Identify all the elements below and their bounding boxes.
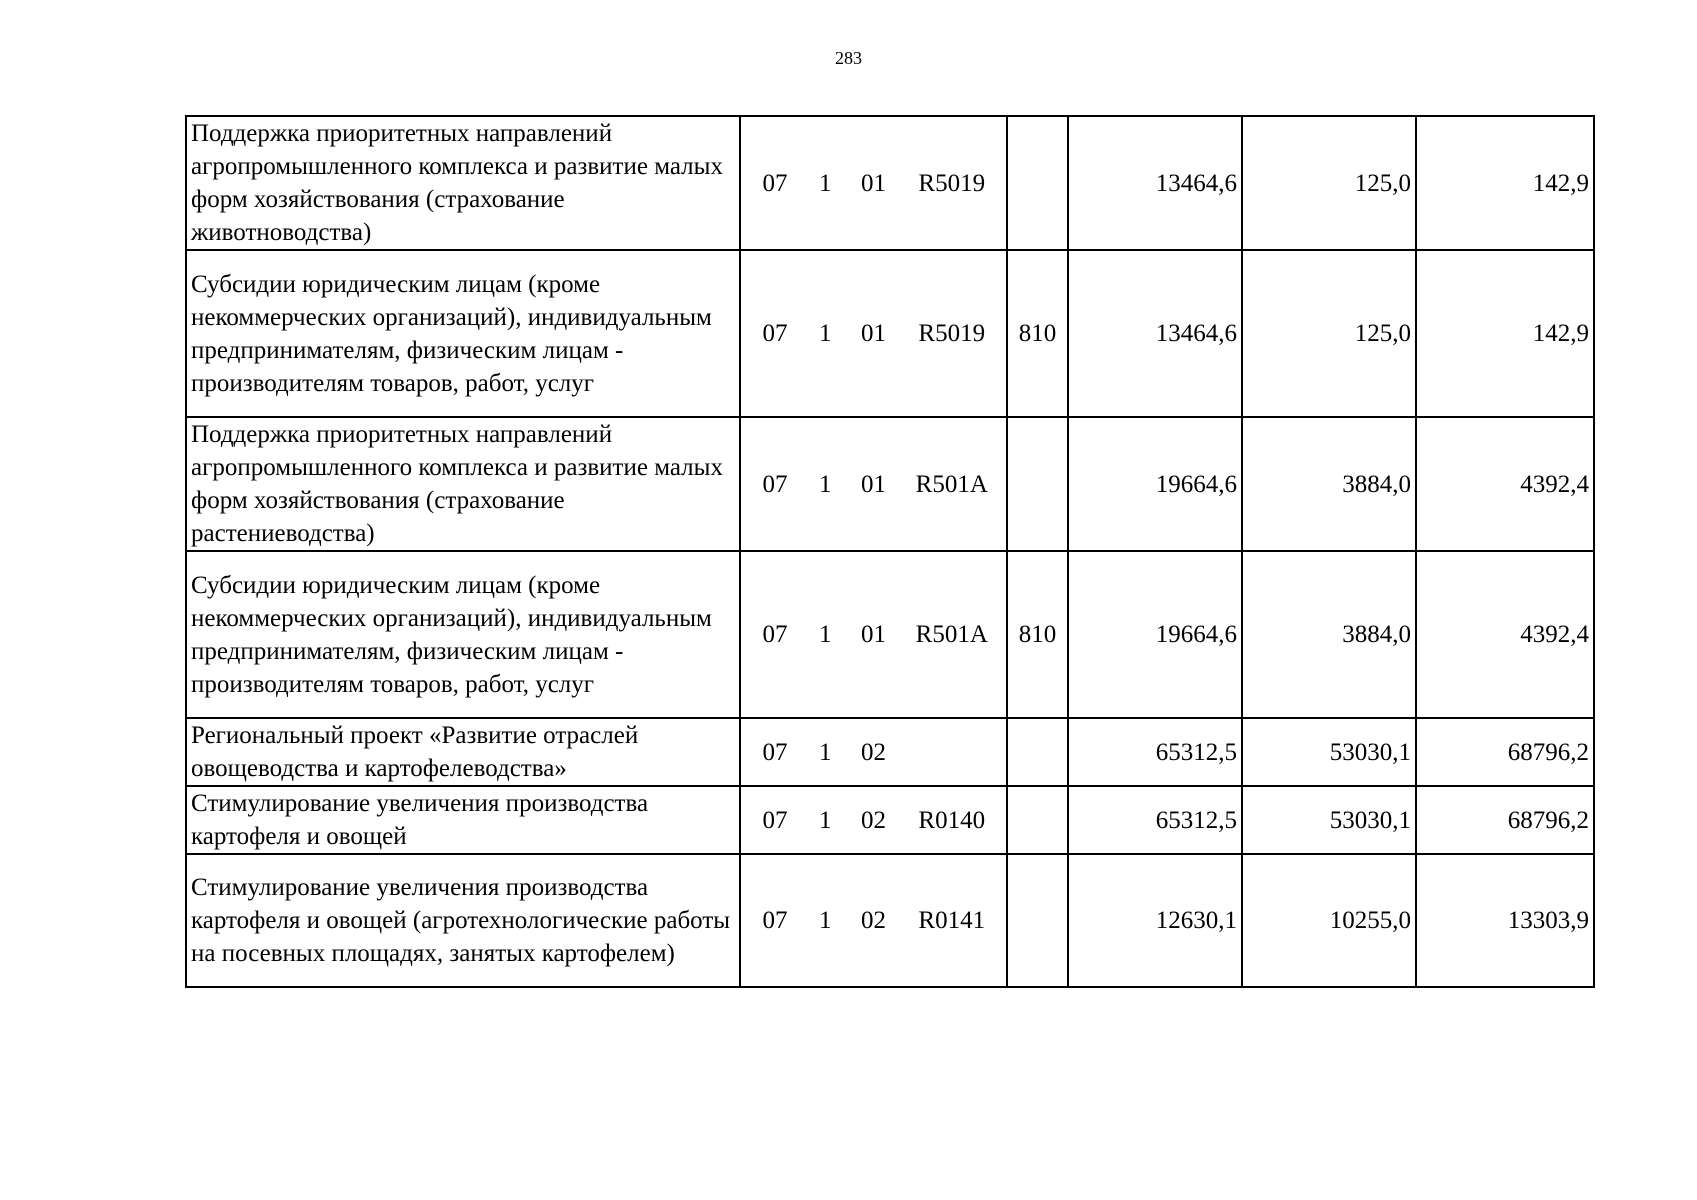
row-name: Субсидии юридическим лицам (кроме некоммерческих организаций), индивидуальным предпринимателям, физическим лицам - производителям товаров, работ, услуг [186,250,740,417]
expense-type-code: 810 [1007,551,1068,718]
article-code: R501A [915,470,988,498]
amount-year-1: 12630,1 [1068,854,1242,987]
table-row [186,417,1594,551]
row-name: Региональный проект «Развитие отраслей овощеводства и картофелеводства» [186,718,740,786]
subprogram-code: 1 [818,806,832,834]
section-code: 07 [762,907,788,934]
amount-year-1: 65312,5 [1068,786,1242,854]
classification-codes [740,551,1007,718]
table-row [186,786,1594,854]
table-body [186,116,1594,987]
section-code: 07 [762,738,788,766]
section-code: 07 [762,169,788,197]
article-code: R0140 [918,806,986,834]
amount-year-2: 125,0 [1242,250,1416,417]
row-name: Поддержка приоритетных направлений агропромышленного комплекса и развитие малых форм хозяйствования (страхование растениеводства) [186,417,740,551]
classification-codes [740,854,1007,987]
amount-year-3: 68796,2 [1416,718,1594,786]
subprogram-code: 1 [818,470,832,498]
section-code: 07 [762,806,788,834]
table-row [186,718,1594,786]
group-code: 02 [861,907,886,934]
classification-codes [740,718,1007,786]
amount-year-2: 3884,0 [1242,417,1416,551]
table-row [186,116,1594,250]
amount-year-1: 13464,6 [1068,250,1242,417]
classification-codes [740,417,1007,551]
article-code: R0141 [918,907,986,934]
article-code: R5019 [918,320,986,347]
article-code: R501A [915,621,988,648]
group-code: 02 [861,738,886,766]
row-name: Поддержка приоритетных направлений агропромышленного комплекса и развитие малых форм хозяйствования (страхование животноводства) [186,116,740,250]
row-name: Субсидии юридическим лицам (кроме некоммерческих организаций), индивидуальным предпринимателям, физическим лицам - производителям товаров, работ, услуг [186,551,740,718]
subprogram-code: 1 [818,621,832,648]
group-code: 02 [861,806,886,834]
group-code: 01 [861,169,886,197]
table-row [186,551,1594,718]
amount-year-1: 19664,6 [1068,417,1242,551]
amount-year-3: 13303,9 [1416,854,1594,987]
section-code: 07 [762,470,788,498]
amount-year-3: 4392,4 [1416,551,1594,718]
amount-year-2: 10255,0 [1242,854,1416,987]
classification-codes [740,786,1007,854]
section-code: 07 [762,320,788,347]
amount-year-1: 65312,5 [1068,718,1242,786]
group-code: 01 [861,621,886,648]
subprogram-code: 1 [818,738,832,766]
table-row [186,854,1594,987]
amount-year-2: 53030,1 [1242,786,1416,854]
amount-year-3: 142,9 [1416,116,1594,250]
amount-year-3: 4392,4 [1416,417,1594,551]
table-row [186,250,1594,417]
row-name: Стимулирование увеличения производства картофеля и овощей [186,786,740,854]
classification-codes [740,250,1007,417]
expense-type-code [1007,116,1068,250]
expense-type-code [1007,854,1068,987]
amount-year-3: 68796,2 [1416,786,1594,854]
amount-year-2: 53030,1 [1242,718,1416,786]
budget-table [185,115,1595,988]
amount-year-2: 3884,0 [1242,551,1416,718]
subprogram-code: 1 [818,907,832,934]
amount-year-1: 13464,6 [1068,116,1242,250]
expense-type-code [1007,417,1068,551]
subprogram-code: 1 [818,320,832,347]
amount-year-2: 125,0 [1242,116,1416,250]
page-number: 283 [835,48,862,68]
article-code: R5019 [918,169,986,197]
classification-codes [740,116,1007,250]
subprogram-code: 1 [818,169,832,197]
group-code: 01 [861,320,886,347]
expense-type-code [1007,786,1068,854]
section-code: 07 [762,621,788,648]
expense-type-code [1007,718,1068,786]
row-name: Стимулирование увеличения производства картофеля и овощей (агротехнологические работы на посевных площадях, занятых картофелем) [186,854,740,987]
amount-year-3: 142,9 [1416,250,1594,417]
group-code: 01 [861,470,886,498]
amount-year-1: 19664,6 [1068,551,1242,718]
expense-type-code: 810 [1007,250,1068,417]
